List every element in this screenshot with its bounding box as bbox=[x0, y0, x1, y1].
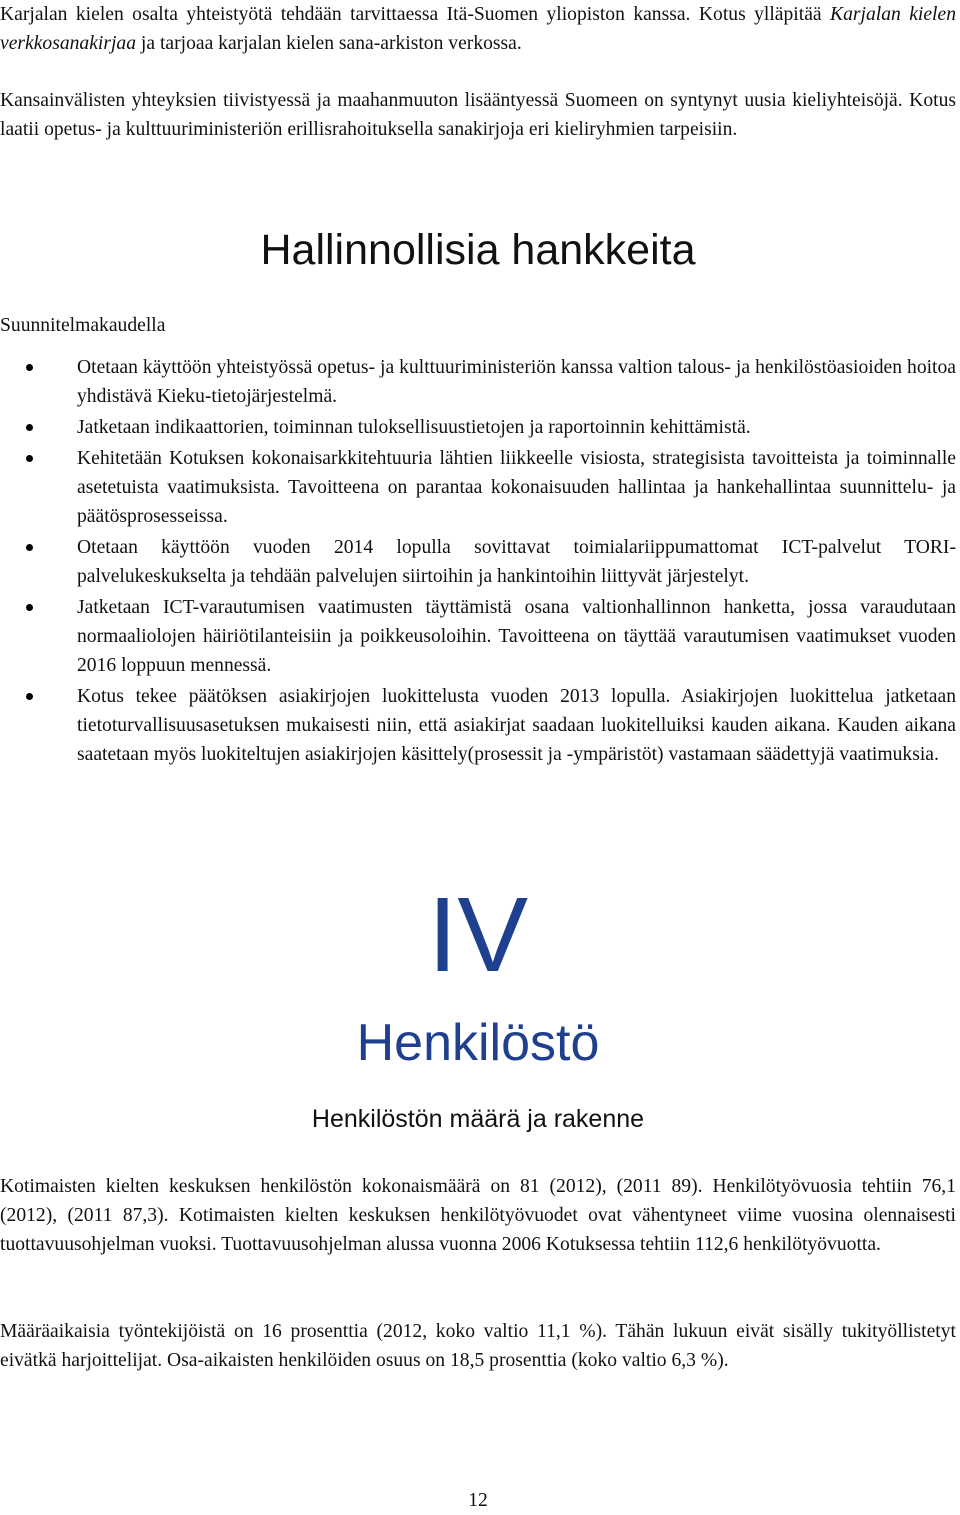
list-item-text: Jatketaan indikaattorien, toiminnan tuloksellisuustietojen ja raportoinnin kehittämistä. bbox=[77, 417, 751, 438]
paragraph-maaraaikaiset: Määräaikaisia työntekijöistä on 16 prosenttia (2012, koko valtio 11,1 %). Tähän lukuun eivät sisälly tukityöllistetyt eivätkä harjoittelijat. Osa-aikaisten henkilöiden osuus on 18,5 prosenttia (koko valtio 6,3 %). bbox=[0, 1321, 956, 1371]
page-number: 12 bbox=[468, 1490, 488, 1511]
subsection-label: Suunnitelmakaudella bbox=[0, 315, 166, 336]
list-item bbox=[0, 593, 956, 680]
section-heading-text: Hallinnollisia hankkeita bbox=[260, 226, 696, 274]
bullet-dot-icon bbox=[26, 364, 33, 371]
bullet-list bbox=[0, 353, 956, 771]
bullet-dot-icon bbox=[26, 604, 33, 611]
paragraph-karjalan-kieli bbox=[0, 0, 956, 58]
paragraph-kieliyhteisot bbox=[0, 86, 956, 144]
list-item bbox=[0, 353, 956, 411]
paragraph-2-text: Kansainvälisten yhteyksien tiivistyessä ja maahanmuuton lisääntyessä Suomeen on syntynyt uusia kieliyhteisöjä. Kotus laatii opetus- ja kulttuuriministeriön erillisrahoituksella sanakirjoja eri kieliryhmien tarpeisiin. bbox=[0, 90, 956, 140]
bullet-dot-icon bbox=[26, 455, 33, 462]
bullet-dot-icon bbox=[26, 544, 33, 551]
list-item bbox=[0, 444, 956, 531]
list-item-text: Kotus tekee päätöksen asiakirjojen luokittelusta vuoden 2013 lopulla. Asiakirjojen luokittelua jatketaan tietoturvallisuusasetuksen mukaisesti niin, että asiakirjat saadaan luokitelluiksi kauden aikana. Kauden aikana saatetaan myös luokiteltujen asiakirjojen käsittely(prosessit ja -ympäristöt) vastamaan säädettyjä vaatimuksia. bbox=[77, 686, 956, 765]
paragraph-1-text-b: ja tarjoaa karjalan kielen sana-arkiston verkossa. bbox=[136, 33, 522, 54]
list-item-text: Otetaan käyttöön yhteistyössä opetus- ja kulttuuriministeriön kanssa valtion talous- ja henkilöstöasioiden hoitoa yhdistävä Kieku-tietojärjestelmä. bbox=[77, 357, 956, 407]
bullet-dot-icon bbox=[26, 693, 33, 700]
list-item-text: Kehitetään Kotuksen kokonaisarkkitehtuuria lähtien liikkeelle visiosta, strategisista tavoitteista ja toiminnalle asetetuista vaatimuksista. Tavoitteena on parantaa kokonaisuuden hallintaa ja hankehallintaa suunnittelu- ja päätösprosesseissa. bbox=[77, 448, 956, 527]
list-item-text: Otetaan käyttöön vuoden 2014 lopulla sovittavat toimialariippumattomat ICT-palvelut TORI-palvelukeskukselta ja tehdään palvelujen siirtoihin ja hankintoihin liittyvät järjestelyt. bbox=[77, 537, 956, 587]
paragraph-henkiloston-maara: Kotimaisten kielten keskuksen henkilöstön kokonaismäärä on 81 (2012), (2011 89). Henkilötyövuosia tehtiin 76,1 (2012), (2011 87,3). Kotimaisten kielten keskuksen henkilötyövuodet ovat vähentyneet viime vuosina olennaisesti tuottavuusohjelman vuoksi. Tuottavuusohjelman alussa vuonna 2006 Kotuksessa tehtiin 112,6 henkilötyövuotta. bbox=[0, 1176, 956, 1255]
paragraph-1-text-a: Karjalan kielen osalta yhteistyötä tehdään tarvittaessa Itä-Suomen yliopiston kanssa. Kotus ylläpitää bbox=[0, 4, 831, 25]
verkkosanakirja-title: Karjalan kielen verkkosanakirjaa bbox=[0, 4, 956, 54]
chapter-subheading: Henkilöstön määrä ja rakenne bbox=[311, 1105, 645, 1133]
list-item-text: Jatketaan ICT-varautumisen vaatimusten täyttämistä osana valtionhallinnon hanketta, jossa varaudutaan normaaliolojen häiriötilanteisiin ja poikkeusoloihin. Tavoitteena on täyttää varautumisen vaatimukset vuoden 2016 loppuun mennessä. bbox=[77, 597, 956, 676]
bullet-dot-icon bbox=[26, 424, 33, 431]
list-item bbox=[0, 533, 956, 591]
list-item bbox=[0, 682, 956, 769]
list-item bbox=[0, 413, 956, 442]
section-heading bbox=[0, 224, 956, 276]
chapter-number: IV bbox=[427, 876, 529, 994]
chapter-title: Henkilöstö bbox=[356, 1014, 600, 1072]
